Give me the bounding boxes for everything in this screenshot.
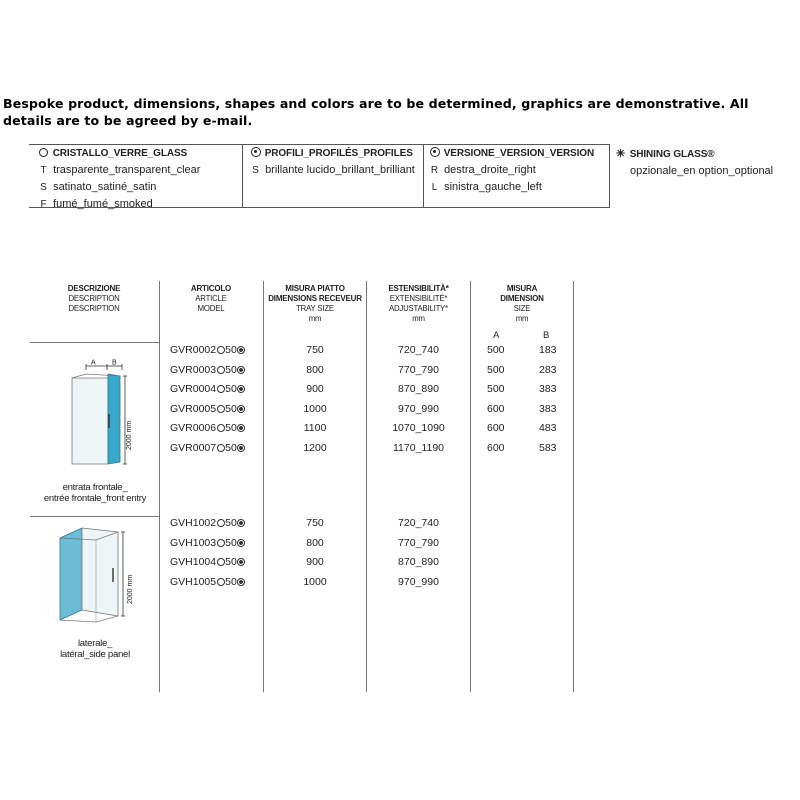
legend-code: S <box>252 165 259 176</box>
header-text: ADJUSTABILITY* <box>388 304 448 313</box>
article-prefix: GVH1002 <box>170 517 217 529</box>
asterisk-icon: ✳ <box>615 148 626 160</box>
size-a-value: 600 <box>487 402 505 415</box>
size-a-value: 600 <box>487 422 505 435</box>
glass-circle-icon <box>217 346 225 354</box>
circle-icon <box>39 148 48 157</box>
article-code <box>170 364 245 376</box>
glass-circle-icon <box>217 539 225 547</box>
header-text: EXTENSIBILITÉ* <box>389 294 448 303</box>
article-suffix: 50 <box>225 363 237 376</box>
adjustability-value: 770_790 <box>398 363 439 376</box>
header-text: DIMENSION <box>500 294 544 303</box>
article-suffix: 50 <box>225 556 237 569</box>
size-a-value: 600 <box>487 442 505 454</box>
article-prefix: GVR0002 <box>170 344 217 356</box>
legend-divider <box>242 144 243 208</box>
legend-version <box>428 146 594 196</box>
adjustability-value: 870_890 <box>398 556 439 569</box>
header-size-a: A <box>493 330 500 341</box>
legend-item-label: satinato_satiné_satin <box>53 181 157 193</box>
glass-circle-icon <box>217 444 225 452</box>
diagram-height-label: 2000 mm <box>126 420 133 450</box>
article-code <box>170 344 245 356</box>
diagram-label-a: A <box>91 359 96 367</box>
article-prefix: GVR0005 <box>170 402 217 415</box>
size-a-value: 500 <box>487 383 505 396</box>
legend-shining-title: SHINING GLASS® <box>629 149 715 160</box>
header-text: MODEL <box>197 304 225 313</box>
size-a-value: 500 <box>487 363 505 376</box>
legend-item-label: trasparente_transparent_clear <box>53 164 201 176</box>
version-circle-icon <box>237 405 245 413</box>
legend-item-label: fumé_fumé_smoked <box>53 198 153 210</box>
article-suffix: 50 <box>225 344 237 356</box>
legend-code: F <box>40 199 47 210</box>
adjustability-value: 870_890 <box>398 383 439 396</box>
size-b-value: 583 <box>539 442 557 454</box>
tray-size-value: 900 <box>306 383 324 396</box>
legend-version-title: VERSIONE_VERSION_VERSION <box>443 148 595 159</box>
article-prefix: GVH1003 <box>170 536 217 549</box>
glass-circle-icon <box>217 366 225 374</box>
header-text: DIMENSIONS RECEVEUR <box>268 294 362 303</box>
legend-item-label: opzionale_en option_optional <box>630 165 774 177</box>
adjustability-value: 1170_1190 <box>393 442 444 454</box>
version-circle-icon <box>237 385 245 393</box>
article-suffix: 50 <box>225 383 237 396</box>
legend-code: S <box>40 182 47 193</box>
glass-circle-icon <box>217 519 225 527</box>
legend-box <box>29 144 774 210</box>
caption-line: entrée frontale_front entry <box>43 493 147 504</box>
adjustability-value: 1070_1090 <box>392 422 445 435</box>
header-article <box>162 284 260 314</box>
glass-circle-icon <box>217 424 225 432</box>
target-circle-icon <box>430 147 440 157</box>
disclaimer-notice: Bespoke product, dimensions, shapes and colors are to be determined, graphics are demonstrative. All details are to be agreed by e-mail. <box>3 96 749 128</box>
header-text: DESCRIPTION <box>68 304 120 313</box>
legend-item-label: sinistra_gauche_left <box>444 181 542 193</box>
header-text: ARTICLE <box>195 294 227 303</box>
header-adjustability <box>367 284 470 324</box>
header-text: DESCRIZIONE <box>67 284 121 293</box>
article-suffix: 50 <box>225 575 237 588</box>
legend-divider <box>609 144 610 208</box>
article-prefix: GVR0003 <box>170 363 217 376</box>
header-text: mm <box>515 314 529 323</box>
adjustability-value: 720_740 <box>398 344 439 356</box>
header-text: ESTENSIBILITÀ* <box>388 284 449 293</box>
article-code <box>170 442 245 454</box>
legend-glass-title: CRISTALLO_VERRE_GLASS <box>52 148 188 159</box>
column-rule <box>573 281 574 692</box>
side-panel-caption <box>32 638 158 660</box>
caption-line: entrata frontale_ <box>62 482 128 493</box>
header-description <box>46 284 142 314</box>
tray-size-value: 800 <box>306 536 324 549</box>
tray-size-value: 1100 <box>303 422 327 435</box>
front-entry-caption <box>32 482 158 504</box>
version-circle-icon <box>237 519 245 527</box>
adjustability-value: 770_790 <box>398 536 439 549</box>
legend-code: R <box>430 165 439 176</box>
glass-circle-icon <box>217 558 225 566</box>
header-size <box>471 284 573 324</box>
article-code <box>170 576 245 588</box>
glass-circle-icon <box>217 578 225 586</box>
version-circle-icon <box>237 539 245 547</box>
version-circle-icon <box>237 578 245 586</box>
tray-size-value: 900 <box>306 556 324 569</box>
version-circle-icon <box>237 444 245 452</box>
header-text: ARTICOLO <box>190 284 232 293</box>
article-suffix: 50 <box>225 442 237 454</box>
dotted-circle-icon <box>251 147 261 157</box>
article-code <box>170 537 245 549</box>
article-suffix: 50 <box>225 517 237 529</box>
article-code <box>170 403 245 415</box>
article-suffix: 50 <box>225 402 237 415</box>
tray-size-value: 1000 <box>303 575 327 588</box>
tray-size-value: 750 <box>306 344 324 356</box>
header-text: mm <box>412 314 425 323</box>
article-suffix: 50 <box>225 536 237 549</box>
legend-profiles <box>249 146 415 179</box>
caption-line: latéral_side panel <box>60 649 130 660</box>
glass-circle-icon <box>217 385 225 393</box>
version-circle-icon <box>237 558 245 566</box>
adjustability-value: 970_990 <box>398 575 439 588</box>
front-entry-diagram <box>62 359 133 472</box>
article-prefix: GVR0006 <box>170 422 217 435</box>
header-text: MISURA PIATTO <box>285 284 345 293</box>
tray-size-value: 750 <box>306 517 324 529</box>
tray-size-value: 1200 <box>303 442 327 454</box>
side-panel-diagram <box>56 524 136 624</box>
header-size-b: B <box>543 330 550 341</box>
article-prefix: GVR0004 <box>170 383 217 396</box>
header-text: mm <box>308 314 322 323</box>
adjustability-value: 970_990 <box>398 402 439 415</box>
legend-divider <box>423 144 424 208</box>
article-prefix: GVR0007 <box>170 442 217 454</box>
size-a-value: 500 <box>487 344 505 356</box>
glass-circle-icon <box>217 405 225 413</box>
header-text: MISURA <box>506 284 538 293</box>
article-code <box>170 517 245 529</box>
legend-glass <box>37 146 200 213</box>
article-code <box>170 422 245 434</box>
caption-line: laterale_ <box>77 638 113 649</box>
size-b-value: 383 <box>539 402 557 415</box>
diagram-height-label: 2000 mm <box>127 574 134 604</box>
legend-profiles-title: PROFILI_PROFILÉS_PROFILES <box>264 148 413 159</box>
group-rule <box>30 342 160 343</box>
header-text: DESCRIPTION <box>68 294 120 303</box>
group-rule <box>30 516 160 517</box>
header-text: TRAY SIZE <box>296 304 334 313</box>
article-code <box>170 383 245 395</box>
header-tray-size <box>264 284 366 324</box>
adjustability-value: 720_740 <box>398 517 439 529</box>
header-text: SIZE <box>513 304 531 313</box>
version-circle-icon <box>237 366 245 374</box>
tray-size-value: 1000 <box>303 402 327 415</box>
column-rule <box>366 281 367 692</box>
legend-code: T <box>40 165 47 176</box>
legend-code: L <box>431 182 438 193</box>
legend-item-label: destra_droite_right <box>444 164 536 176</box>
column-rule <box>263 281 264 692</box>
version-circle-icon <box>237 424 245 432</box>
article-suffix: 50 <box>225 422 237 435</box>
legend-shining <box>614 146 773 179</box>
article-prefix: GVH1004 <box>170 556 217 569</box>
version-circle-icon <box>237 346 245 354</box>
legend-top-border <box>29 144 610 145</box>
size-b-value: 183 <box>539 344 557 356</box>
legend-item-label: brillante lucido_brillant_brilliant <box>265 164 415 176</box>
size-b-value: 383 <box>539 383 557 396</box>
column-rule <box>470 281 471 692</box>
article-prefix: GVH1005 <box>170 575 217 588</box>
diagram-label-b: B <box>112 359 117 367</box>
size-b-value: 283 <box>539 363 557 376</box>
size-b-value: 483 <box>539 422 557 435</box>
tray-size-value: 800 <box>306 363 324 376</box>
article-code <box>170 556 245 568</box>
